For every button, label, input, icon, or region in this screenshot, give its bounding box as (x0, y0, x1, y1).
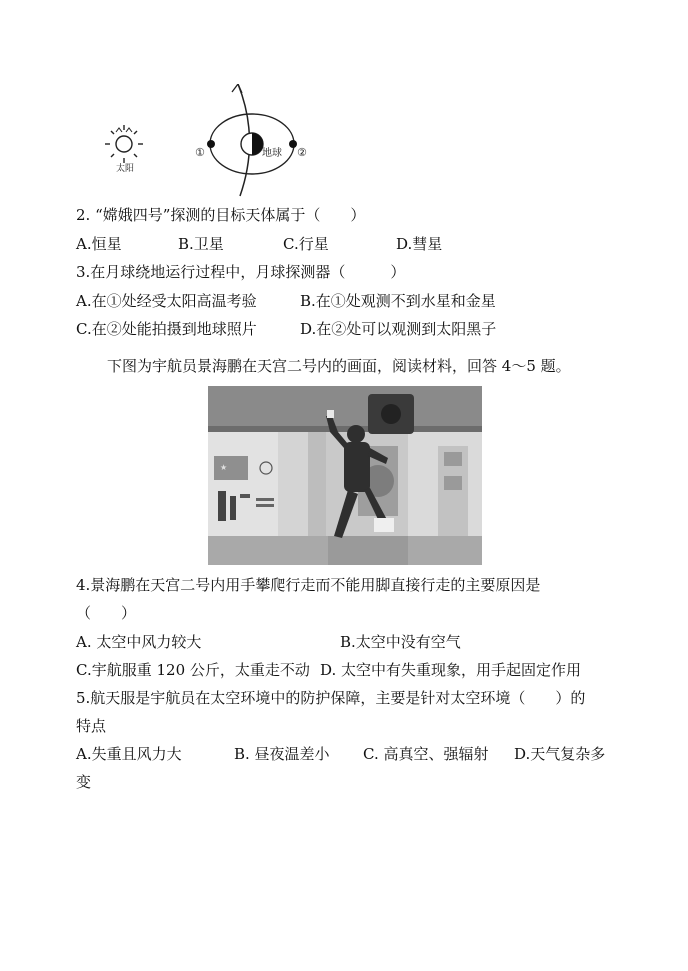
earth-label: 地球 (262, 148, 282, 159)
q3-option-a: A.在①处经受太阳高温考验 (76, 292, 257, 310)
question-5-stem-line2: 特点 (76, 717, 107, 735)
q5-option-d: D.天气复杂多 (514, 745, 606, 763)
q5-option-a: A.失重且风力大 (76, 745, 182, 763)
q4-option-b: B.太空中没有空气 (340, 633, 461, 651)
q2-option-a: A.恒星 (76, 235, 122, 253)
question-4-stem-line1: 4.景海鹏在天宫二号内用手攀爬行走而不能用脚直接行走的主要原因是 (76, 576, 541, 594)
question-3-stem: 3.在月球绕地运行过程中，月球探测器（ ） (76, 263, 406, 281)
q2-option-b: B.卫星 (178, 235, 224, 253)
q2-option-d: D.彗星 (396, 235, 443, 253)
moon-position-1-icon (207, 140, 215, 148)
q3-option-b: B.在①处观测不到水星和金星 (300, 292, 496, 310)
moon-position-2-icon (289, 140, 297, 148)
q4-option-c: C.宇航服重 120 公斤，太重走不动 (76, 661, 310, 679)
q3-option-c: C.在②处能拍摄到地球照片 (76, 320, 257, 338)
sun-label: 太阳 (116, 164, 135, 174)
earth-icon (241, 133, 263, 155)
svg-text:★: ★ (220, 463, 228, 472)
q5-option-b: B. 昼夜温差小 (234, 745, 330, 763)
position-1-label: ① (195, 146, 205, 159)
astronaut-photo (208, 386, 482, 565)
q2-option-c: C.行星 (283, 235, 329, 253)
question-2-stem: 2. “嫦娥四号”探测的目标天体属于（ ） (76, 206, 366, 224)
q4-option-d: D. 太空中有失重现象，用手起固定作用 (320, 661, 582, 679)
sun-earth-moon-diagram (100, 84, 330, 198)
sun-icon (105, 125, 143, 163)
q5-option-d-wrap: 变 (76, 773, 92, 791)
q3-option-d: D.在②处可以观测到太阳黑子 (300, 320, 497, 338)
question-5-stem-line1: 5.航天服是宇航员在太空环境中的防护保障，主要是针对太空环境（ ）的 (76, 689, 586, 707)
position-2-label: ② (297, 146, 307, 159)
material-intro: 下图为宇航员景海鹏在天宫二号内的画面，阅读材料，回答 4～5 题。 (107, 357, 571, 375)
q5-option-c: C. 高真空、强辐射 (363, 745, 489, 763)
q4-option-a: A. 太空中风力较大 (76, 633, 202, 651)
question-4-stem-line2: （ ） (76, 604, 137, 622)
